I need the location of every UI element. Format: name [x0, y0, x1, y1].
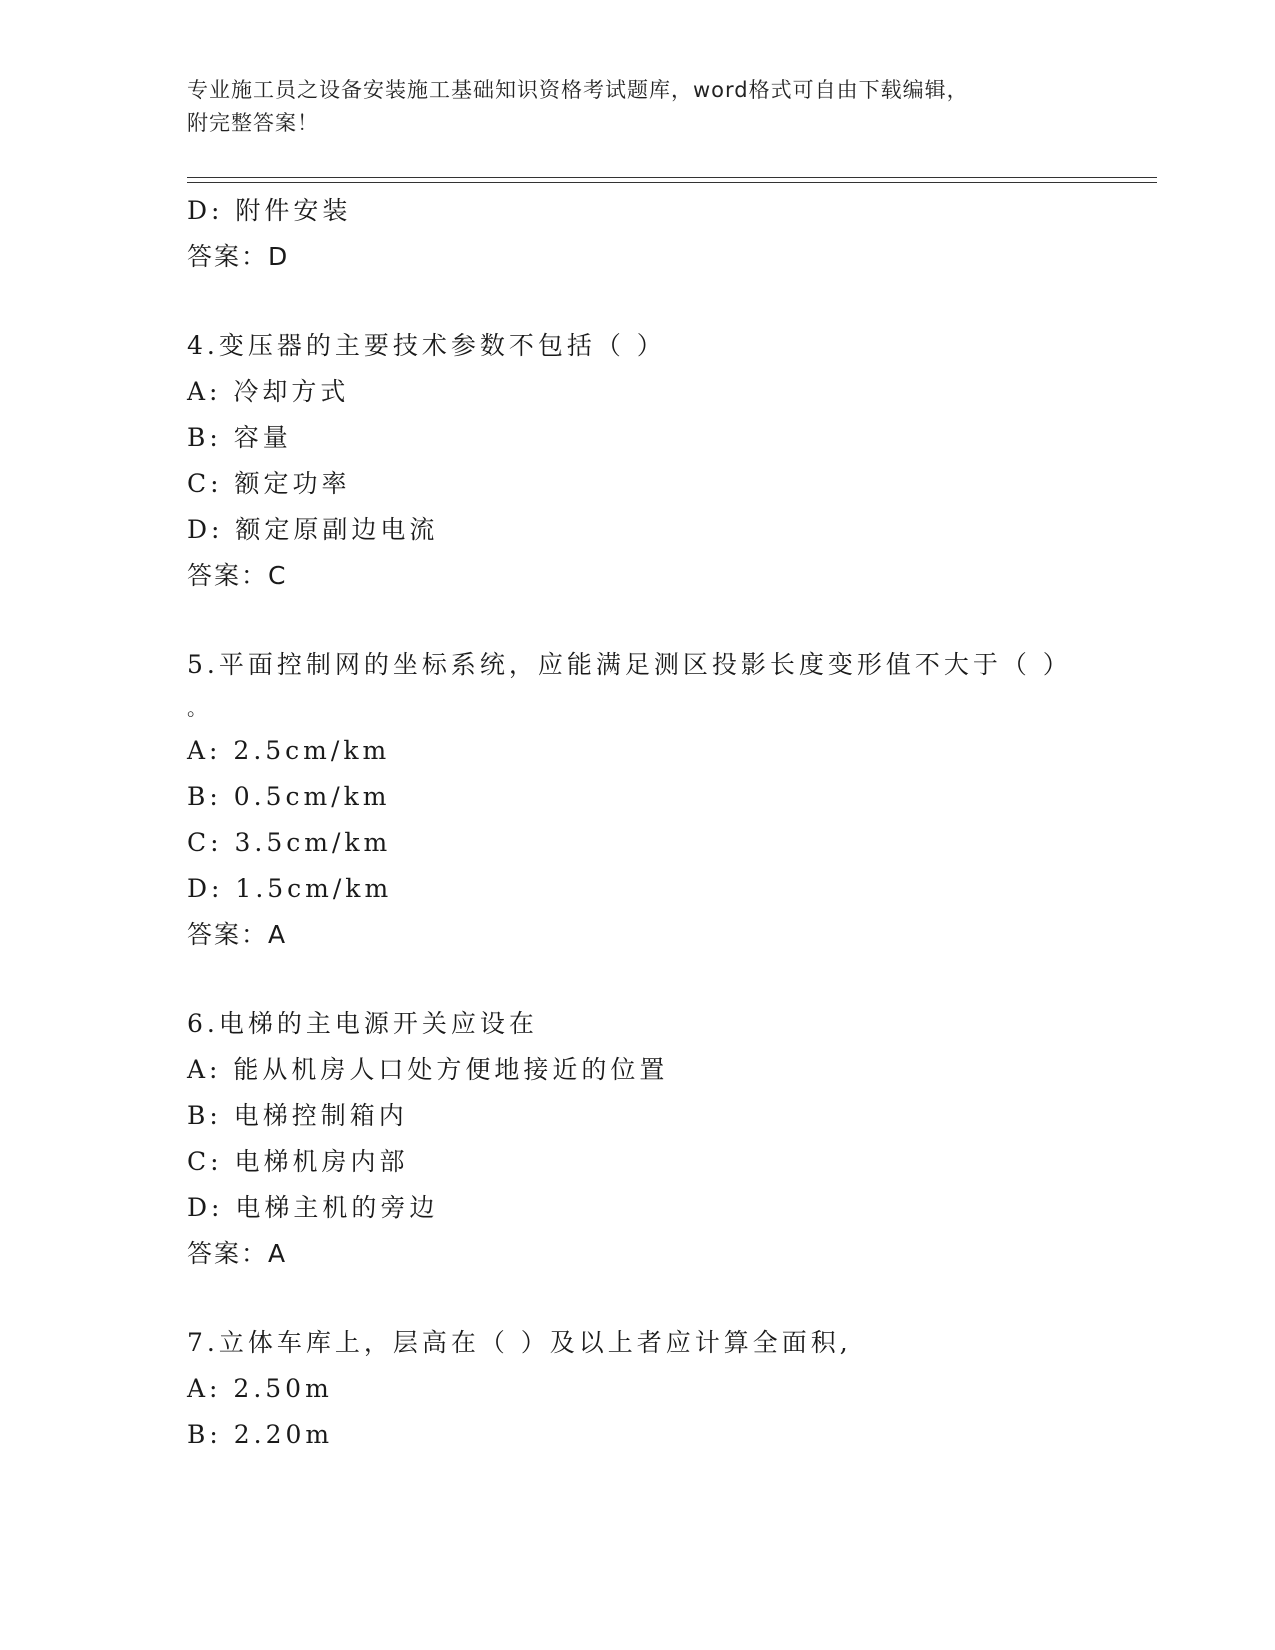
question-list	[187, 188, 1087, 1458]
answer-line: 答案：D	[187, 242, 290, 271]
header-line-2: 附完整答案！	[187, 111, 319, 135]
question-text: 4.变压器的主要技术参数不包括（ ）	[187, 331, 666, 360]
option-d: D: 电梯主机的旁边	[187, 1193, 439, 1222]
question-text: 5.平面控制网的坐标系统，应能满足测区投影长度变形值不大于（ ）	[187, 650, 1072, 679]
option-a: A: 2.5cm/km	[187, 736, 391, 765]
question-block-6	[187, 1001, 1087, 1277]
option-d: D: 附件安装	[187, 196, 352, 225]
option-b: B: 2.20m	[187, 1420, 334, 1449]
question-block-3-tail	[187, 188, 1087, 280]
option-a: A: 能从机房人口处方便地接近的位置	[187, 1055, 669, 1084]
document-header	[187, 74, 1067, 140]
question-block-5	[187, 642, 1087, 958]
answer-line: 答案：A	[187, 920, 288, 949]
header-divider-bottom	[187, 182, 1157, 183]
option-d: D: 1.5cm/km	[187, 874, 393, 903]
question-text: 6.电梯的主电源开关应设在	[187, 1009, 538, 1038]
option-b: B: 0.5cm/km	[187, 782, 391, 811]
question-text: 7.立体车库上，层高在（ ）及以上者应计算全面积,	[187, 1328, 852, 1357]
option-a: A: 2.50m	[187, 1374, 333, 1403]
option-c: C: 电梯机房内部	[187, 1147, 409, 1176]
option-c: C: 3.5cm/km	[187, 828, 392, 857]
header-line-1: 专业施工员之设备安装施工基础知识资格考试题库，word格式可自由下载编辑，	[187, 78, 969, 102]
question-block-7	[187, 1320, 1087, 1458]
option-b: B: 电梯控制箱内	[187, 1101, 408, 1130]
header-divider-top	[187, 177, 1157, 178]
option-d: D: 额定原副边电流	[187, 515, 439, 544]
option-b: B: 容量	[187, 423, 292, 452]
question-text-continuation: 。	[187, 696, 211, 720]
answer-line: 答案：C	[187, 561, 288, 590]
question-block-4	[187, 323, 1087, 599]
option-a: A: 冷却方式	[187, 377, 350, 406]
answer-line: 答案：A	[187, 1239, 288, 1268]
option-c: C: 额定功率	[187, 469, 351, 498]
